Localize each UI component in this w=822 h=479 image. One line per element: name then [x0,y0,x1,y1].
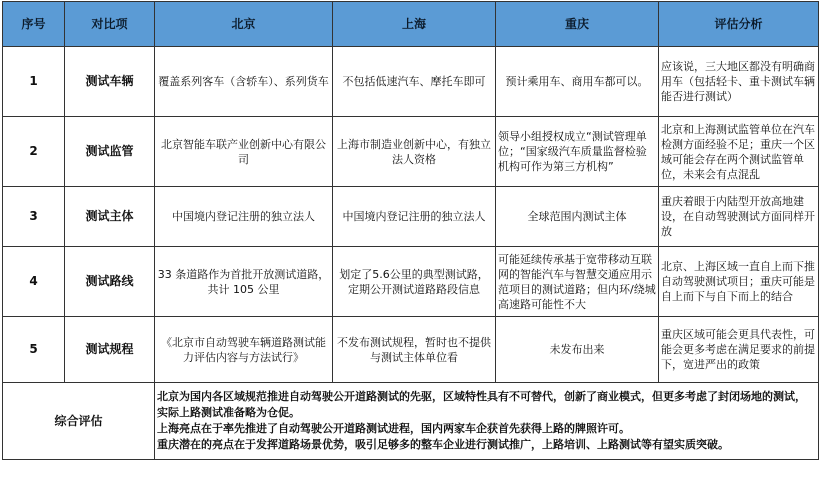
row-item: 测试监管 [65,117,155,187]
cell-shanghai: 划定了5.6公里的典型测试路，定期公开测试道路路段信息 [333,247,496,317]
summary-line-shanghai: 上海亮点在于率先推进了自动驾驶公开道路测试进程，国内两家车企获首先获得上路的牌照许可。 [157,422,630,435]
header-shanghai: 上海 [333,2,496,47]
cell-beijing: 北京智能车联产业创新中心有限公司 [155,117,333,187]
row-item: 测试规程 [65,317,155,383]
row-item: 测试主体 [65,187,155,247]
header-index: 序号 [3,2,65,47]
table-row [3,187,819,247]
summary-row [3,383,819,460]
cell-chongqing: 领导小组授权成立“测试管理单位；“国家级汽车质量监督检验机构可作为第三方机构” [496,117,659,187]
comparison-table [2,1,819,460]
table-row [3,317,819,383]
row-index: 2 [3,117,65,187]
cell-chongqing: 未发布出来 [496,317,659,383]
summary-text [155,383,819,460]
cell-analysis: 北京、上海区域一直自上而下推自动驾驶测试项目；重庆可能是自上而下与自下而上的结合 [659,247,819,317]
cell-shanghai: 不包括低速汽车、摩托车即可 [333,47,496,117]
cell-beijing: 中国境内登记注册的独立法人 [155,187,333,247]
cell-chongqing: 预计乘用车、商用车都可以。 [496,47,659,117]
cell-chongqing: 全球范围内测试主体 [496,187,659,247]
row-item: 测试车辆 [65,47,155,117]
table-row [3,247,819,317]
table-row [3,47,819,117]
cell-shanghai: 不发布测试规程，暂时也不提供与测试主体单位看 [333,317,496,383]
cell-shanghai: 中国境内登记注册的独立法人 [333,187,496,247]
row-index: 5 [3,317,65,383]
cell-shanghai: 上海市制造业创新中心，有独立法人资格 [333,117,496,187]
header-analysis: 评估分析 [659,2,819,47]
cell-analysis: 重庆区域可能会更具代表性，可能会更多考虑在满足要求的前提下，宽进严出的政策 [659,317,819,383]
table-row [3,117,819,187]
header-row [3,2,819,47]
cell-analysis: 重庆着眼于内陆型开放高地建设，在自动驾驶测试方面同样开放 [659,187,819,247]
cell-analysis: 应该说，三大地区都没有明确商用车（包括轻卡、重卡测试车辆能否进行测试） [659,47,819,117]
row-index: 3 [3,187,65,247]
row-index: 1 [3,47,65,117]
summary-line-beijing: 北京为国内各区域规范推进自动驾驶公开道路测试的先驱，区域特性具有不可替代，创新了商业模式，但更多考虑了封闭场地的测试，实际上路测试准备略为仓促。 [157,390,806,419]
summary-line-chongqing: 重庆潜在的亮点在于发挥道路场景优势，吸引足够多的整车企业进行测试推广，上路培训、上路测试等有望实质突破。 [157,438,729,451]
cell-beijing: 33 条道路作为首批开放测试道路，共计 105 公里 [155,247,333,317]
header-item: 对比项 [65,2,155,47]
cell-beijing: 覆盖系列客车（含轿车）、系列货车 [155,47,333,117]
header-beijing: 北京 [155,2,333,47]
summary-label: 综合评估 [3,383,155,460]
comparison-document [0,1,822,479]
cell-analysis: 北京和上海测试监管单位在汽车检测方面经验不足；重庆一个区域可能会存在两个测试监管单位，未来会有点混乱 [659,117,819,187]
row-index: 4 [3,247,65,317]
row-item: 测试路线 [65,247,155,317]
cell-chongqing: 可能延续传承基于宽带移动互联网的智能汽车与智慧交通应用示范项目的测试道路；但内环/绕城高速路可能性不大 [496,247,659,317]
header-chongqing: 重庆 [496,2,659,47]
cell-beijing: 《北京市自动驾驶车辆道路测试能力评估内容与方法试行》 [155,317,333,383]
